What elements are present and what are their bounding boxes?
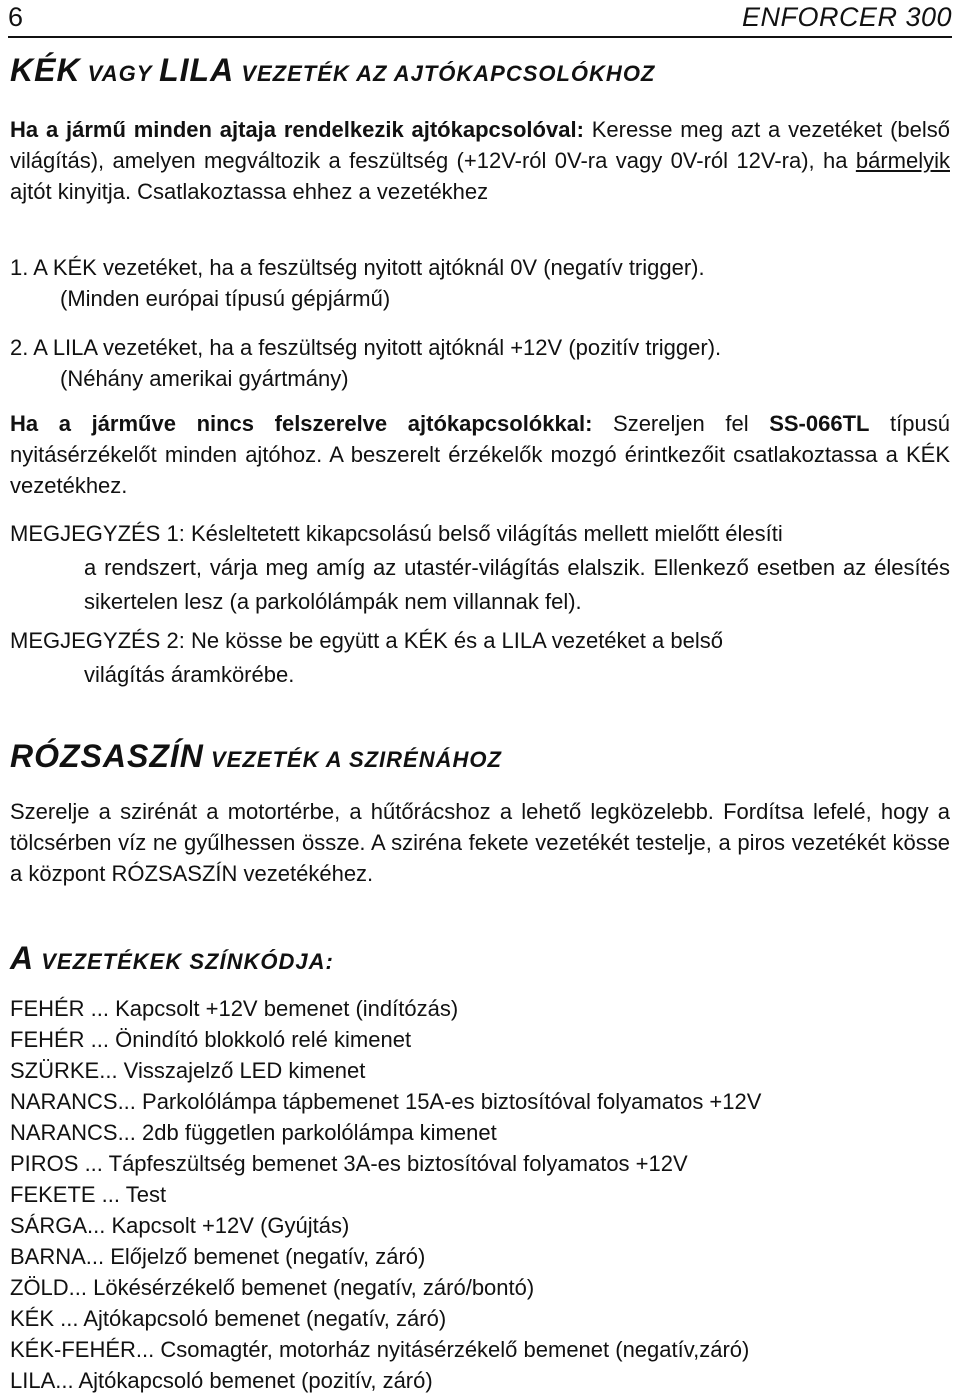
legend-row: NARANCS... 2db független parkolólámpa kimenet [10,1120,497,1145]
legend-row: ZÖLD... Lökésérzékelő bemenet (negatív, záró/bontó) [10,1275,535,1300]
document-title: ENFORCER 300 [741,2,952,32]
paragraph-lead: Ha a járműve nincs felszerelve ajtókapcsolókkal: [10,411,593,436]
no-door-switch-paragraph [10,408,950,501]
heading-part: KÉK [10,52,81,88]
note-text-continued: világítás áramkörébe. [84,662,295,687]
legend-row: PIROS ... Tápfeszültség bemenet 3A-es biztosítóval folyamatos +12V [10,1151,688,1176]
section-heading-door-switch [10,52,655,89]
door-switch-paragraph [10,114,950,207]
part-number: SS-066TL [769,411,870,436]
note-2 [10,624,950,692]
paragraph-text: Szerelje a szirénát a motortérbe, a hűtőrácshoz a lehető legközelebb. Fordítsa lefelé, hogy a tölcsérben víz ne gyűlhessen össze. A sziréna fekete vezetékét testelje, a piros vezetékét kösse a központ RÓZSASZÍN vezetékéhez. [10,799,950,886]
note-text: Ne kösse be együtt a KÉK és a LILA vezetéket a belső [184,628,723,653]
legend-row: KÉK ... Ajtókapcsoló bemenet (negatív, záró) [10,1306,447,1331]
heading-part: VEZETÉK A SZIRÉNÁHOZ [203,747,502,772]
heading-part: VAGY [80,61,160,86]
legend-row: FEHÉR ... Önindító blokkoló relé kimenet [10,1027,412,1052]
list-item-text: 1. A KÉK vezetéket, ha a feszültség nyitott ajtóknál 0V (negatív trigger). [10,255,705,280]
legend-row: KÉK-FEHÉR... Csomagtér, motorház nyitásérzékelő bemenet (negatív,záró) [10,1337,750,1362]
legend-row: LILA... Ajtókapcsoló bemenet (pozitív, záró) [10,1368,433,1393]
note-label: MEGJEGYZÉS 1: [10,521,185,546]
legend-row: BARNA... Előjelző bemenet (negatív, záró) [10,1244,426,1269]
paragraph-text: Szereljen fel [592,411,770,436]
legend-row: FEHÉR ... Kapcsolt +12V bemenet (indítózás) [10,996,459,1021]
page-number: 6 [8,2,24,32]
siren-paragraph [10,796,950,889]
list-item-text: 2. A LILA vezetéket, ha a feszültség nyitott ajtóknál +12V (pozitív trigger). [10,335,722,360]
note-text-continued: a rendszert, várja meg amíg az utastér-világítás elalszik. Ellenkező esetben az élesítés sikertelen lesz (a parkolólámpák nem villannak fel). [84,555,950,614]
section-heading-siren [10,738,502,775]
wire-color-legend [10,993,955,1396]
list-item-note: (Néhány amerikai gyártmány) [60,366,349,391]
paragraph-emphasis: bármelyik [855,148,950,173]
paragraph-text: ajtót kinyitja. Csatlakoztassa ehhez a vezetékhez [10,179,489,204]
paragraph-text: Keresse meg azt a vezetéket (belső világítás), amelyen megváltozik a feszültség (+12V-ról 0V-ra vagy 0V-ról 12V-ra), ha [10,117,950,173]
paragraph-text: típusú nyitásérzékelőt minden ajtóhoz. A beszerelt érzékelők mozgó érintkezőit csatlakoztassa a KÉK vezetékhez. [10,411,950,498]
note-label: MEGJEGYZÉS 2: [10,628,185,653]
heading-part: VEZETÉKEK SZÍNKÓDJA: [34,949,334,974]
note-text: Késleltetett kikapcsolású belső világítás mellett mielőtt élesíti [184,521,783,546]
heading-part: VEZETÉK AZ AJTÓKAPCSOLÓKHOZ [234,61,656,86]
legend-row: SZÜRKE... Visszajelző LED kimenet [10,1058,366,1083]
list-item-blue [10,252,950,314]
page-header [8,0,952,38]
heading-part: A [10,940,35,976]
paragraph-lead: Ha a jármű minden ajtaja rendelkezik ajtókapcsolóval: [10,117,584,142]
heading-part: RÓZSASZÍN [10,738,204,774]
legend-row: SÁRGA... Kapcsolt +12V (Gyújtás) [10,1213,350,1238]
note-1 [10,517,950,619]
heading-part: LILA [159,52,235,88]
legend-row: NARANCS... Parkolólámpa tápbemenet 15A-es biztosítóval folyamatos +12V [10,1089,762,1114]
list-item-purple [10,332,950,394]
list-item-note: (Minden európai típusú gépjármű) [60,286,391,311]
section-heading-color-code [10,940,334,977]
legend-row: FEKETE ... Test [10,1182,167,1207]
